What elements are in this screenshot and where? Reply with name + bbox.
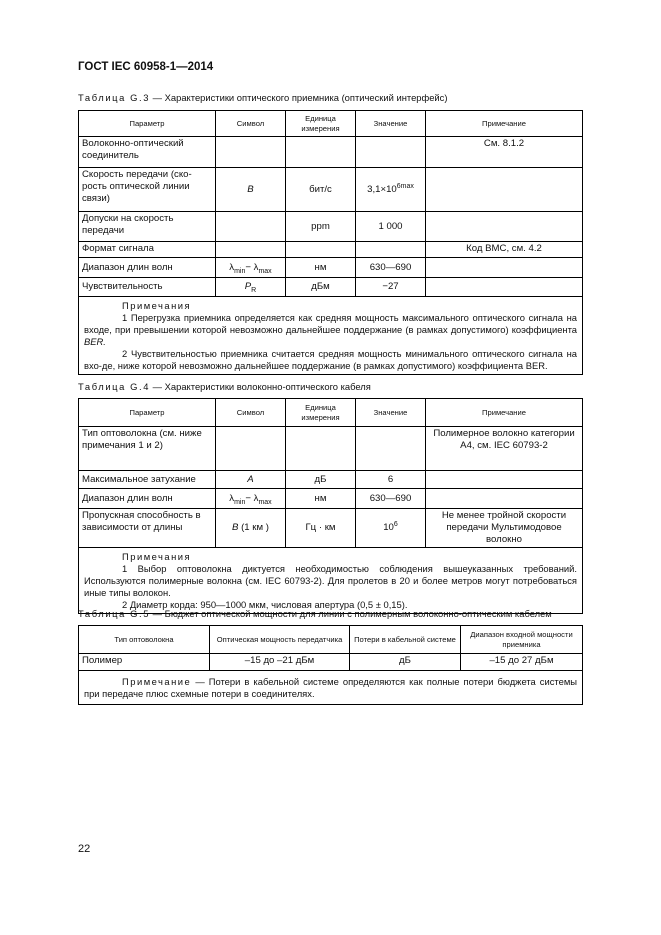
col-header-unit: Единица измерения: [286, 399, 356, 427]
col-header-symbol: Символ: [216, 399, 286, 427]
note-title: Примечание: [122, 676, 192, 687]
cell-note: [426, 212, 583, 242]
table-row: [79, 137, 583, 168]
cell-value: 630—690: [356, 489, 426, 509]
document-header: ГОСТ IEC 60958-1—2014: [78, 61, 214, 73]
col-header-note: Примечание: [426, 111, 583, 137]
cell-note: [426, 258, 583, 278]
cell-symbol: [216, 212, 286, 242]
cell-symbol: [216, 509, 286, 548]
note-1-ber: BER.: [84, 336, 106, 347]
col-header-note: Примечание: [426, 399, 583, 427]
cell-symbol: [216, 258, 286, 278]
value-text: 10: [383, 522, 394, 533]
col-header-unit: Единица измерения: [286, 111, 356, 137]
lambda-symbol: λ: [229, 261, 235, 273]
table-g5-note: [79, 671, 583, 705]
cell-parameter: Максимальное затухание: [79, 471, 216, 489]
cell-unit: нм: [286, 489, 356, 509]
symbol-subscript: min: [234, 498, 246, 506]
col-header-cable-loss: Потери в кабельной системе: [350, 626, 461, 654]
notes-title: Примечания: [122, 551, 192, 562]
cell-note: [426, 489, 583, 509]
table-g4-title: — Характеристики волоконно-оптического кабеля: [150, 381, 371, 392]
cell-note: [426, 168, 583, 212]
cell-parameter: Диапазон длин волн: [79, 489, 216, 509]
cell-symbol: [216, 242, 286, 258]
col-header-fiber-type: Тип оптоволокна: [79, 626, 210, 654]
cell-tx-power: –15 до –21 дБм: [210, 654, 350, 671]
table-g3-notes: [79, 297, 583, 375]
table-row: [79, 654, 583, 671]
cell-unit: [286, 427, 356, 471]
col-header-value: Значение: [356, 399, 426, 427]
note-2: 2 Чувствительностью приемника считается средняя мощность минимального оптического сигнала на вхо-де, ниже которой невозможно дальнейшее поддержание (в рамках допустимого) коэффициента BER.: [84, 348, 577, 371]
table-g5-label: Таблица G.5: [78, 608, 151, 619]
cell-cable-loss: дБ: [350, 654, 461, 671]
note: [84, 676, 577, 700]
table-g5-caption: [78, 608, 552, 619]
note-2: 2 Диаметр корда: 950—1000 мкм, числовая апертура (0,5 ± 0,15).: [122, 599, 408, 610]
table-g3-caption: [78, 92, 447, 103]
table-g4: [78, 398, 583, 614]
cell-rx-range: –15 до 27 дБм: [461, 654, 583, 671]
symbol-text: P: [244, 281, 252, 292]
lambda-symbol: λ: [229, 492, 235, 504]
symbol-subscript: min: [234, 267, 246, 275]
page-number: 22: [78, 843, 91, 855]
cell-value: [356, 137, 426, 168]
table-row: [79, 242, 583, 258]
cell-value: 6: [356, 471, 426, 489]
cell-symbol: [216, 489, 286, 509]
cell-fiber-type: Полимер: [79, 654, 210, 671]
cell-parameter: Волоконно-оптический соединитель: [79, 137, 216, 168]
cell-unit: бит/с: [286, 168, 356, 212]
cell-parameter: Формат сигнала: [79, 242, 216, 258]
cell-unit: [286, 242, 356, 258]
cell-value: [356, 168, 426, 212]
cell-note: [426, 471, 583, 489]
table-g4-caption: [78, 381, 371, 392]
cell-value: [356, 242, 426, 258]
cell-note: Код ВМС, см. 4.2: [426, 242, 583, 258]
symbol-subscript: max: [258, 498, 272, 506]
cell-symbol: [216, 471, 286, 489]
table-g5-title: — Бюджет оптической мощности для линии с полимерным волоконно-оптическим кабелем: [150, 608, 552, 619]
note-1: 1 Выбор оптоволокна диктуется необходимостью соблюдения вышеуказанных требований. Используются полимерные волокна (см. IEC 60793-2). Для пролетов в 20 и более метров могут потребоваться иные типы волокон.: [84, 563, 577, 598]
table-row: [79, 168, 583, 212]
cell-parameter: Допуски на скорость передачи: [79, 212, 216, 242]
table-g4-label: Таблица G.4: [78, 381, 151, 392]
notes-row: [79, 671, 583, 705]
table-row: [79, 258, 583, 278]
cell-unit: ppm: [286, 212, 356, 242]
cell-note: [426, 278, 583, 297]
notes-row: [79, 548, 583, 614]
cell-value: [356, 427, 426, 471]
table-g5: [78, 625, 583, 705]
col-header-parameter: Параметр: [79, 399, 216, 427]
cell-value: 630—690: [356, 258, 426, 278]
col-header-value: Значение: [356, 111, 426, 137]
cell-unit: [286, 137, 356, 168]
symbol-subscript: max: [258, 267, 272, 275]
lambda-symbol: − λ: [245, 492, 259, 504]
table-g3-title: — Характеристики оптического приемника (оптический интерфейс): [150, 92, 448, 103]
cell-parameter: Диапазон длин волн: [79, 258, 216, 278]
symbol-text: A: [247, 473, 254, 485]
symbol-text: B: [232, 522, 239, 533]
value-exponent: 6max: [396, 182, 414, 190]
cell-parameter: Пропускная способность в зависимости от длины: [79, 509, 216, 548]
col-header-tx-power: Оптическая мощность передатчика: [210, 626, 350, 654]
symbol-text: B: [247, 183, 254, 195]
col-header-rx-range: Диапазон входной мощности приемника: [461, 626, 583, 654]
cell-value: [356, 509, 426, 548]
notes-row: [79, 297, 583, 375]
cell-note: См. 8.1.2: [426, 137, 583, 168]
table-row: [79, 278, 583, 297]
notes-title: Примечания: [122, 300, 192, 311]
cell-parameter: Скорость передачи (ско-рость оптической линии связи): [79, 168, 216, 212]
symbol-suffix: (1 км ): [238, 522, 269, 533]
cell-symbol: [216, 137, 286, 168]
cell-note: Полимерное волокно категории А4, см. IEC 60793-2: [426, 427, 583, 471]
cell-value: −27: [356, 278, 426, 297]
cell-value: 1 000: [356, 212, 426, 242]
cell-unit: нм: [286, 258, 356, 278]
cell-unit: Гц · км: [286, 509, 356, 548]
table-g3-label: Таблица G.3: [78, 92, 151, 103]
col-header-parameter: Параметр: [79, 111, 216, 137]
table-g3: [78, 110, 583, 375]
cell-unit: дБ: [286, 471, 356, 489]
table-row: [79, 489, 583, 509]
note-text: — Потери в кабельной системе определяются как полные потери бюджета системы при передаче плюс схемные потери в соединителях.: [84, 676, 577, 699]
cell-parameter: Тип оптоволокна (см. ниже примечания 1 и 2): [79, 427, 216, 471]
cell-symbol: [216, 427, 286, 471]
table-row: [79, 471, 583, 489]
col-header-symbol: Символ: [216, 111, 286, 137]
value-text: 3,1×10: [367, 183, 397, 195]
symbol-subscript: R: [251, 286, 257, 294]
value-exponent: 6: [393, 520, 398, 528]
cell-symbol: [216, 278, 286, 297]
cell-symbol: [216, 168, 286, 212]
note-1: [84, 312, 577, 348]
cell-note: Не менее тройной скорости передачи Мультимодовое волокно: [426, 509, 583, 548]
table-g4-notes: [79, 548, 583, 614]
cell-parameter: Чувствительность: [79, 278, 216, 297]
cell-unit: дБм: [286, 278, 356, 297]
table-row: [79, 509, 583, 548]
lambda-symbol: − λ: [245, 261, 259, 273]
table-row: [79, 427, 583, 471]
table-row: [79, 212, 583, 242]
note-1-text: 1 Перегрузка приемника определяется как средняя мощность максимального оптического сигнала на входе, при превышении которой невозможно дальнейшее поддержание (в рамках допустимого) коэффициента: [84, 312, 577, 335]
